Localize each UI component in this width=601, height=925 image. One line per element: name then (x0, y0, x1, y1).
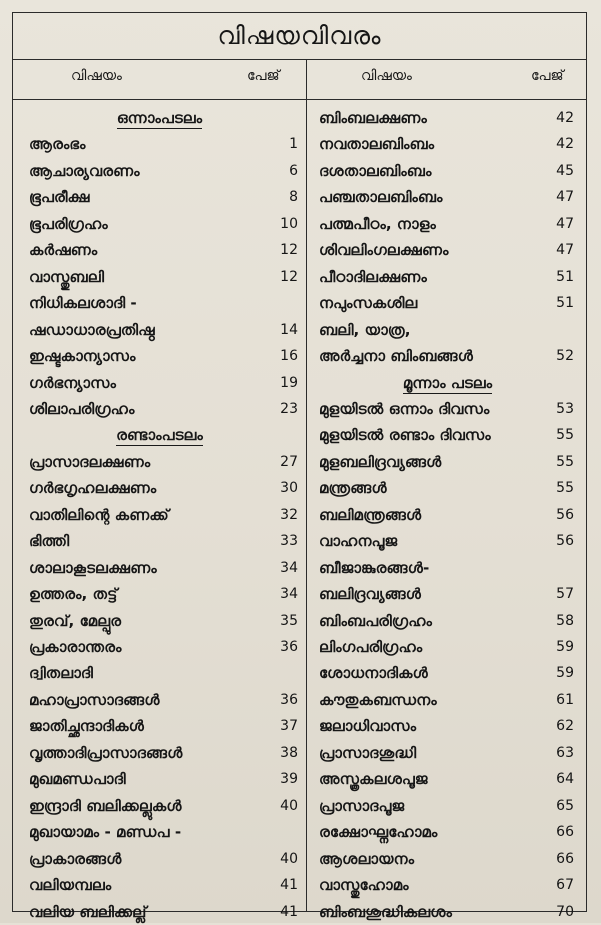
entry-page-number: 36 (280, 692, 298, 708)
entry-page-number: 33 (280, 533, 298, 549)
entry-page-number: 41 (280, 877, 298, 893)
toc-entry (307, 449, 588, 475)
page-title: വിഷയവിവരം (217, 21, 382, 50)
toc-entry (13, 449, 306, 475)
entry-page-number: 55 (556, 427, 574, 443)
entry-title: ഭിത്തി (29, 532, 70, 550)
toc-entry (13, 211, 306, 237)
toc-entry (307, 660, 588, 686)
entry-page-number: 32 (280, 507, 298, 523)
entry-title: ദശതാലബിംബം (319, 162, 432, 180)
entry-title: ശാലാകൂടലക്ഷണം (29, 559, 157, 577)
toc-entry (307, 184, 588, 210)
toc-entry (307, 608, 588, 634)
toc-entry (307, 872, 588, 898)
toc-entry (307, 290, 588, 316)
entry-page-number: 59 (556, 639, 574, 655)
entry-title: നപുംസകശില (319, 294, 418, 312)
entry-title: പ്രകാരാന്തരം (29, 638, 122, 656)
section-heading (307, 370, 588, 396)
entry-page-number: 47 (556, 189, 574, 205)
right-subject-header: വിഷയം (361, 68, 412, 84)
entry-page-number: 47 (556, 242, 574, 258)
entry-title: ബലിമന്ത്രങ്ങൾ (319, 506, 422, 524)
entry-page-number: 12 (280, 269, 298, 285)
entry-title: ലിംഗപരിഗ്രഹം (319, 638, 423, 656)
toc-entry (307, 766, 588, 792)
toc-entry (307, 237, 588, 263)
entry-page-number: 66 (556, 824, 574, 840)
entry-title: വാസ്തുഹോമം (319, 876, 409, 894)
entry-page-number: 42 (556, 136, 574, 152)
entry-page-number: 47 (556, 216, 574, 232)
entry-title: പീഠാദിലക്ഷണം (319, 268, 427, 286)
entry-title: തുരവ്, മേല്പുര (29, 612, 122, 630)
title-row (13, 13, 586, 60)
entry-title: മുഖായാമം - മണ്ഡപ - (29, 823, 182, 841)
toc-entry (307, 502, 588, 528)
entry-title: ശിവലിംഗലക്ഷണം (319, 241, 449, 259)
entry-title: പത്മപീഠം, നാളം (319, 215, 436, 233)
column-header-row (13, 59, 586, 100)
left-subject-header: വിഷയം (71, 68, 122, 84)
toc-entry (307, 396, 588, 422)
entry-title: മഹാപ്രാസാദങ്ങൾ (29, 691, 160, 709)
entry-page-number: 65 (556, 798, 574, 814)
entry-title: പഞ്ചതാലബിംബം (319, 188, 443, 206)
entry-page-number: 34 (280, 560, 298, 576)
entry-page-number: 34 (280, 586, 298, 602)
entry-title: വലിയമ്പലം (29, 876, 112, 894)
toc-entry (13, 317, 306, 343)
entry-title: മുളയിടൽ ഒന്നാം ദിവസം (319, 400, 490, 418)
entry-title: മുളയിടൽ രണ്ടാം ദിവസം (319, 426, 491, 444)
entry-page-number: 56 (556, 507, 574, 523)
entry-title: ബിംബപരിഗ്രഹം (319, 612, 432, 630)
entry-title: ഭൂപരീക്ഷ (29, 188, 90, 206)
toc-entry (307, 687, 588, 713)
toc-entry (13, 608, 306, 634)
entry-title: ശോധനാദികൾ (319, 664, 428, 682)
toc-entry (13, 370, 306, 396)
toc-entry (13, 237, 306, 263)
entry-page-number: 45 (556, 163, 574, 179)
entry-page-number: 55 (556, 454, 574, 470)
entry-title: ഭൂപരിഗ്രഹം (29, 215, 108, 233)
toc-entry (307, 422, 588, 448)
entry-page-number: 19 (280, 375, 298, 391)
entry-page-number: 41 (280, 904, 298, 920)
entry-page-number: 58 (556, 613, 574, 629)
toc-entry (307, 713, 588, 739)
entry-title: നവതാലബിംബം (319, 135, 435, 153)
toc-entry (13, 396, 306, 422)
entry-page-number: 37 (280, 718, 298, 734)
toc-entry (13, 475, 306, 501)
entry-title: ജാതിച്ഛന്ദാദികൾ (29, 717, 144, 735)
entry-page-number: 67 (556, 877, 574, 893)
entry-page-number: 10 (280, 216, 298, 232)
entry-title: വാസ്തുബലി (29, 268, 105, 286)
toc-entry (13, 713, 306, 739)
toc-entry (307, 211, 588, 237)
entry-page-number: 64 (556, 771, 574, 787)
toc-entry (13, 343, 306, 369)
entry-title: പ്രാകാരങ്ങൾ (29, 850, 122, 868)
entry-title: ഇന്ദ്രാദി ബലിക്കല്ലുകൾ (29, 797, 182, 815)
entry-title: മന്ത്രങ്ങൾ (319, 479, 387, 497)
entry-title: ഉത്തരം, തട്ട് (29, 585, 118, 603)
toc-entry (307, 581, 588, 607)
entry-title: ഇഷ്ടകാന്യാസം (29, 347, 136, 365)
toc-entry (13, 740, 306, 766)
entry-page-number: 51 (556, 295, 574, 311)
entry-title: ദ്വിതലാദി (29, 664, 93, 682)
entry-title: കൗതുകബന്ധനം (319, 691, 437, 709)
toc-entry (307, 555, 588, 581)
entry-page-number: 38 (280, 745, 298, 761)
toc-entry (307, 264, 588, 290)
toc-entry (13, 899, 306, 925)
toc-entry (307, 475, 588, 501)
toc-entry (13, 793, 306, 819)
entry-page-number: 8 (289, 189, 298, 205)
entry-page-number: 53 (556, 401, 574, 417)
entry-title: ബിംബശുദ്ധികലശം (319, 903, 452, 921)
toc-entry (307, 793, 588, 819)
entry-page-number: 42 (556, 110, 574, 126)
toc-entry (13, 660, 306, 686)
entry-title: കർഷണം (29, 241, 98, 259)
entry-page-number: 23 (280, 401, 298, 417)
toc-entry (307, 131, 588, 157)
entry-page-number: 6 (289, 163, 298, 179)
entry-title: വാതിലിന്റെ കണക്ക് (29, 506, 169, 524)
toc-entry (307, 740, 588, 766)
entry-title: രക്ഷോഘ്നഹോമം (319, 823, 438, 841)
entry-title: പ്രാസാദലക്ഷണം (29, 453, 151, 471)
entry-page-number: 35 (280, 613, 298, 629)
toc-entry (13, 502, 306, 528)
toc-entry (307, 317, 588, 343)
entry-title: ഷഡാധാരപ്രതിഷ്ഠ (29, 321, 155, 339)
entry-page-number: 40 (280, 851, 298, 867)
entry-page-number: 59 (556, 665, 574, 681)
entry-page-number: 63 (556, 745, 574, 761)
section-title: മൂന്നാം പടലം (402, 374, 493, 392)
entry-page-number: 56 (556, 533, 574, 549)
toc-entry (13, 819, 306, 845)
toc-entry (13, 634, 306, 660)
right-page-header: പേജ് (531, 68, 564, 84)
entry-title: മുഖമണ്ഡപാദി (29, 770, 126, 788)
toc-entry (13, 131, 306, 157)
entry-title: ഗർഭഗൃഹലക്ഷണം (29, 479, 157, 497)
contents-table (12, 12, 587, 921)
section-heading (13, 422, 306, 448)
left-page-header: പേജ് (247, 68, 280, 84)
entry-page-number: 36 (280, 639, 298, 655)
entry-title: ആരംഭം (29, 135, 86, 153)
entry-page-number: 51 (556, 269, 574, 285)
entry-title: ആചാര്യവരണം (29, 162, 140, 180)
entry-page-number: 61 (556, 692, 574, 708)
entry-title: അസ്ത്രകലശപൂജ (319, 770, 428, 788)
toc-entry (307, 846, 588, 872)
toc-entry (13, 158, 306, 184)
entry-page-number: 66 (556, 851, 574, 867)
entry-page-number: 57 (556, 586, 574, 602)
entry-page-number: 1 (289, 136, 298, 152)
entry-page-number: 16 (280, 348, 298, 364)
toc-entry (13, 528, 306, 554)
entry-title: ബീജാങ്കുരങ്ങൾ- (319, 559, 430, 577)
entry-title: പ്രാസാദശുദ്ധി (319, 744, 417, 762)
entry-title: വാഹനപൂജ (319, 532, 398, 550)
toc-entry (13, 687, 306, 713)
section-heading (13, 105, 306, 131)
entry-page-number: 27 (280, 454, 298, 470)
entry-title: വൃത്താദിപ്രാസാദങ്ങൾ (29, 744, 183, 762)
entry-title: ബലിദ്രവ്യങ്ങൾ (319, 585, 421, 603)
entry-page-number: 30 (280, 480, 298, 496)
entry-page-number: 14 (280, 322, 298, 338)
entry-page-number: 52 (556, 348, 574, 364)
section-title: രണ്ടാംപടലം (116, 426, 203, 444)
entry-title: ശിലാപരിഗ്രഹം (29, 400, 135, 418)
entry-title: അർച്ചനാ ബിംബങ്ങൾ (319, 347, 473, 365)
entry-title: വലിയ ബലിക്കല്ല് (29, 903, 147, 921)
toc-entry (13, 184, 306, 210)
entry-title: പ്രാസാദപൂജ (319, 797, 405, 815)
toc-entry (13, 766, 306, 792)
entry-title: ആശലായനം (319, 850, 415, 868)
entry-title: ബലി, യാത്ര, (319, 321, 411, 339)
entry-title: ബിംബലക്ഷണം (319, 109, 427, 127)
toc-entry (13, 290, 306, 316)
toc-entry (307, 819, 588, 845)
toc-entry (307, 899, 588, 925)
toc-entry (13, 846, 306, 872)
toc-entry (13, 264, 306, 290)
toc-entry (307, 105, 588, 131)
toc-entry (307, 528, 588, 554)
toc-entry (307, 343, 588, 369)
toc-entry (13, 555, 306, 581)
toc-entry (13, 872, 306, 898)
toc-entry (307, 158, 588, 184)
entry-page-number: 62 (556, 718, 574, 734)
entry-page-number: 39 (280, 771, 298, 787)
entry-title: ജലാധിവാസം (319, 717, 417, 735)
entry-title: നിധികലശാദി - (29, 294, 137, 312)
entry-title: ഗർഭന്യാസം (29, 374, 116, 392)
entry-page-number: 12 (280, 242, 298, 258)
entry-page-number: 70 (556, 904, 574, 920)
entry-page-number: 55 (556, 480, 574, 496)
toc-entry (307, 634, 588, 660)
entry-page-number: 40 (280, 798, 298, 814)
toc-entry (13, 581, 306, 607)
entry-title: മുളബലിദ്രവ്യങ്ങൾ (319, 453, 442, 471)
section-title: ഒന്നാംപടലം (116, 109, 203, 127)
